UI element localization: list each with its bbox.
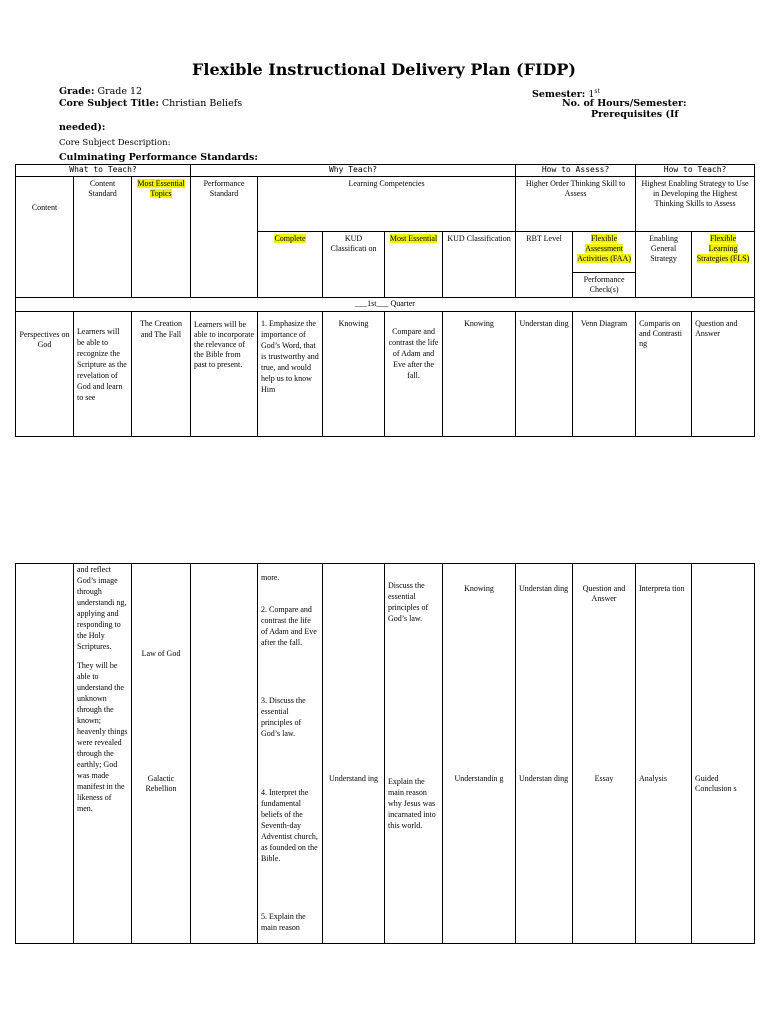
content-standard-cell bbox=[74, 564, 132, 944]
kud-classification-header-1: KUD Classificati on bbox=[323, 232, 385, 298]
rbt-level-cell: Understan ding bbox=[516, 312, 573, 437]
page-title: Flexible Instructional Delivery Plan (FIDP) bbox=[192, 60, 576, 79]
content-cell: Perspectives on God bbox=[16, 312, 74, 437]
most-essential-topics-label: Most Essential Topics bbox=[137, 179, 185, 198]
kud-classification-header-2: KUD Classification bbox=[443, 232, 516, 298]
subject-value: Christian Beliefs bbox=[161, 98, 243, 109]
fls-header bbox=[692, 232, 755, 298]
standard-paragraph-1: and reflect God’s image through understandi ng, applying and responding to the Holy Scriptures. bbox=[77, 565, 127, 651]
performance-standard-cell bbox=[191, 564, 258, 944]
performance-standard-cell: Learners will be able to incorporate the relevance of the Bible from past to present. bbox=[191, 312, 258, 437]
most-essential-header bbox=[385, 232, 443, 298]
topic-galactic-rebellion: Galactic Rebellion bbox=[145, 774, 177, 793]
faa-a: Question and Answer bbox=[582, 584, 626, 603]
standards-line bbox=[59, 152, 258, 164]
most-essential-cell bbox=[385, 564, 443, 944]
faa-cell bbox=[573, 564, 636, 944]
enabling-strategy-cell: Comparis on and Contrasti ng bbox=[636, 312, 692, 437]
quarter-label: ___1st___ Quarter bbox=[16, 298, 755, 312]
grade-line bbox=[59, 86, 142, 98]
table-row bbox=[16, 312, 755, 437]
subject-label: Core Subject Title: bbox=[59, 98, 159, 109]
semester-label: Semester: bbox=[532, 89, 586, 101]
quarter-row bbox=[16, 298, 755, 312]
semester-sup: st bbox=[594, 88, 600, 95]
topic-law-of-god: Law of God bbox=[141, 649, 181, 658]
content-header: Content bbox=[16, 177, 74, 298]
faa-b: Essay bbox=[594, 774, 614, 783]
kud-2-knowing: Knowing bbox=[464, 584, 494, 593]
kud-cell-2 bbox=[443, 564, 516, 944]
subject-line bbox=[59, 98, 242, 110]
kud-cell-1 bbox=[323, 564, 385, 944]
column-header-row bbox=[16, 177, 755, 232]
competency-4: 4. Interpret the fundamental beliefs of the Seventh-day Adventist church, as founded on the Bible. bbox=[261, 788, 318, 863]
standard-paragraph-2: They will be able to understand the unknown through the known; heavenly things were revealed through the earthly; God was made manifest in the likeness of men. bbox=[77, 661, 128, 813]
needed-label: needed): bbox=[59, 122, 106, 133]
highest-enabling-header: Highest Enabling Strategy to Use in Developing the Highest Thinking Skills to Assess bbox=[636, 177, 755, 232]
performance-standard-header: Performance Standard bbox=[191, 177, 258, 298]
fidp-table-2 bbox=[15, 563, 755, 944]
faa-label: Flexible Assessment Activities (FAA) bbox=[577, 234, 631, 263]
rbt-level-cell bbox=[516, 564, 573, 944]
most-essential-topics-header bbox=[132, 177, 191, 298]
kud-1-understanding: Understand ing bbox=[328, 774, 379, 783]
fls-cell bbox=[692, 564, 755, 944]
performance-check-label: Performance Check(s) bbox=[573, 272, 635, 297]
content-standard-cell: Learners will be able to recognize the Scripture as the revelation of God and learn to see bbox=[74, 312, 132, 437]
complete-competency-cell: 1. Emphasize the importance of God’s Word, that is trustworthy and true, and would help us to know Him bbox=[258, 312, 323, 437]
faa-label-box bbox=[573, 232, 635, 272]
competency-3: 3. Discuss the essential principles of God’s law. bbox=[261, 696, 306, 738]
kud-2-understanding: Understandin g bbox=[454, 774, 504, 783]
what-to-teach-header: What to Teach? bbox=[16, 165, 191, 177]
how-to-assess-header: How to Assess? bbox=[516, 165, 636, 177]
prereq-line bbox=[591, 109, 678, 121]
why-teach-header: Why Teach? bbox=[191, 165, 516, 177]
essential-a: Discuss the essential principles of God’s law. bbox=[388, 581, 429, 623]
needed-line bbox=[59, 122, 105, 134]
egs-b: Analysis bbox=[639, 774, 667, 783]
fidp-table-1 bbox=[15, 164, 755, 437]
fls-cell: Question and Answer bbox=[692, 312, 755, 437]
content-cell bbox=[16, 564, 74, 944]
table-row bbox=[16, 564, 755, 944]
complete-competency-cell bbox=[258, 564, 323, 944]
prereq-label: Prerequisites (If bbox=[591, 109, 679, 120]
grade-label: Grade: bbox=[59, 86, 95, 97]
content-standard-header: Content Standard bbox=[74, 177, 132, 298]
group-header-row bbox=[16, 165, 755, 177]
complete-label: Complete bbox=[274, 234, 306, 243]
higher-order-header: Higher Order Thinking Skill to Assess bbox=[516, 177, 636, 232]
fls-label: Flexible Learning Strategies (FLS) bbox=[696, 234, 750, 263]
description-label: Core Subject Description: bbox=[59, 138, 171, 148]
most-essential-cell: Compare and contrast the life of Adam and Eve after the fall. bbox=[385, 312, 443, 437]
most-essential-label: Most Essential bbox=[389, 234, 438, 243]
topic-cell: The Creation and The Fall bbox=[132, 312, 191, 437]
how-to-teach-header: How to Teach? bbox=[636, 165, 755, 177]
essential-b: Explain the main reason why Jesus was incarnated into this world. bbox=[388, 777, 436, 830]
faa-header bbox=[573, 232, 636, 298]
competency-1-end: more. bbox=[261, 573, 280, 582]
description-line bbox=[59, 137, 170, 149]
hours-label: No. of Hours/Semester: bbox=[562, 98, 687, 109]
enabling-strategy-cell bbox=[636, 564, 692, 944]
enabling-general-header: Enabling General Strategy bbox=[636, 232, 692, 298]
egs-a: Interpreta tion bbox=[639, 584, 685, 593]
rbt-b: Understan ding bbox=[519, 774, 569, 783]
complete-header bbox=[258, 232, 323, 298]
grade-value: Grade 12 bbox=[97, 86, 143, 97]
learning-competencies-header: Learning Competencies bbox=[258, 177, 516, 232]
faa-cell: Venn Diagram bbox=[573, 312, 636, 437]
fls-b: Guided Conclusion s bbox=[695, 774, 737, 793]
semester-value: 1 bbox=[588, 89, 595, 101]
kud-cell-2: Knowing bbox=[443, 312, 516, 437]
topic-cell bbox=[132, 564, 191, 944]
competency-2: 2. Compare and contrast the life of Adam and Eve after the fall. bbox=[261, 605, 317, 647]
competency-5: 5. Explain the main reason bbox=[261, 912, 306, 932]
rbt-level-header: RBT Level bbox=[516, 232, 573, 298]
kud-cell-1: Knowing bbox=[323, 312, 385, 437]
rbt-a: Understan ding bbox=[519, 584, 569, 593]
standards-label: Culminating Performance Standards: bbox=[59, 152, 258, 163]
